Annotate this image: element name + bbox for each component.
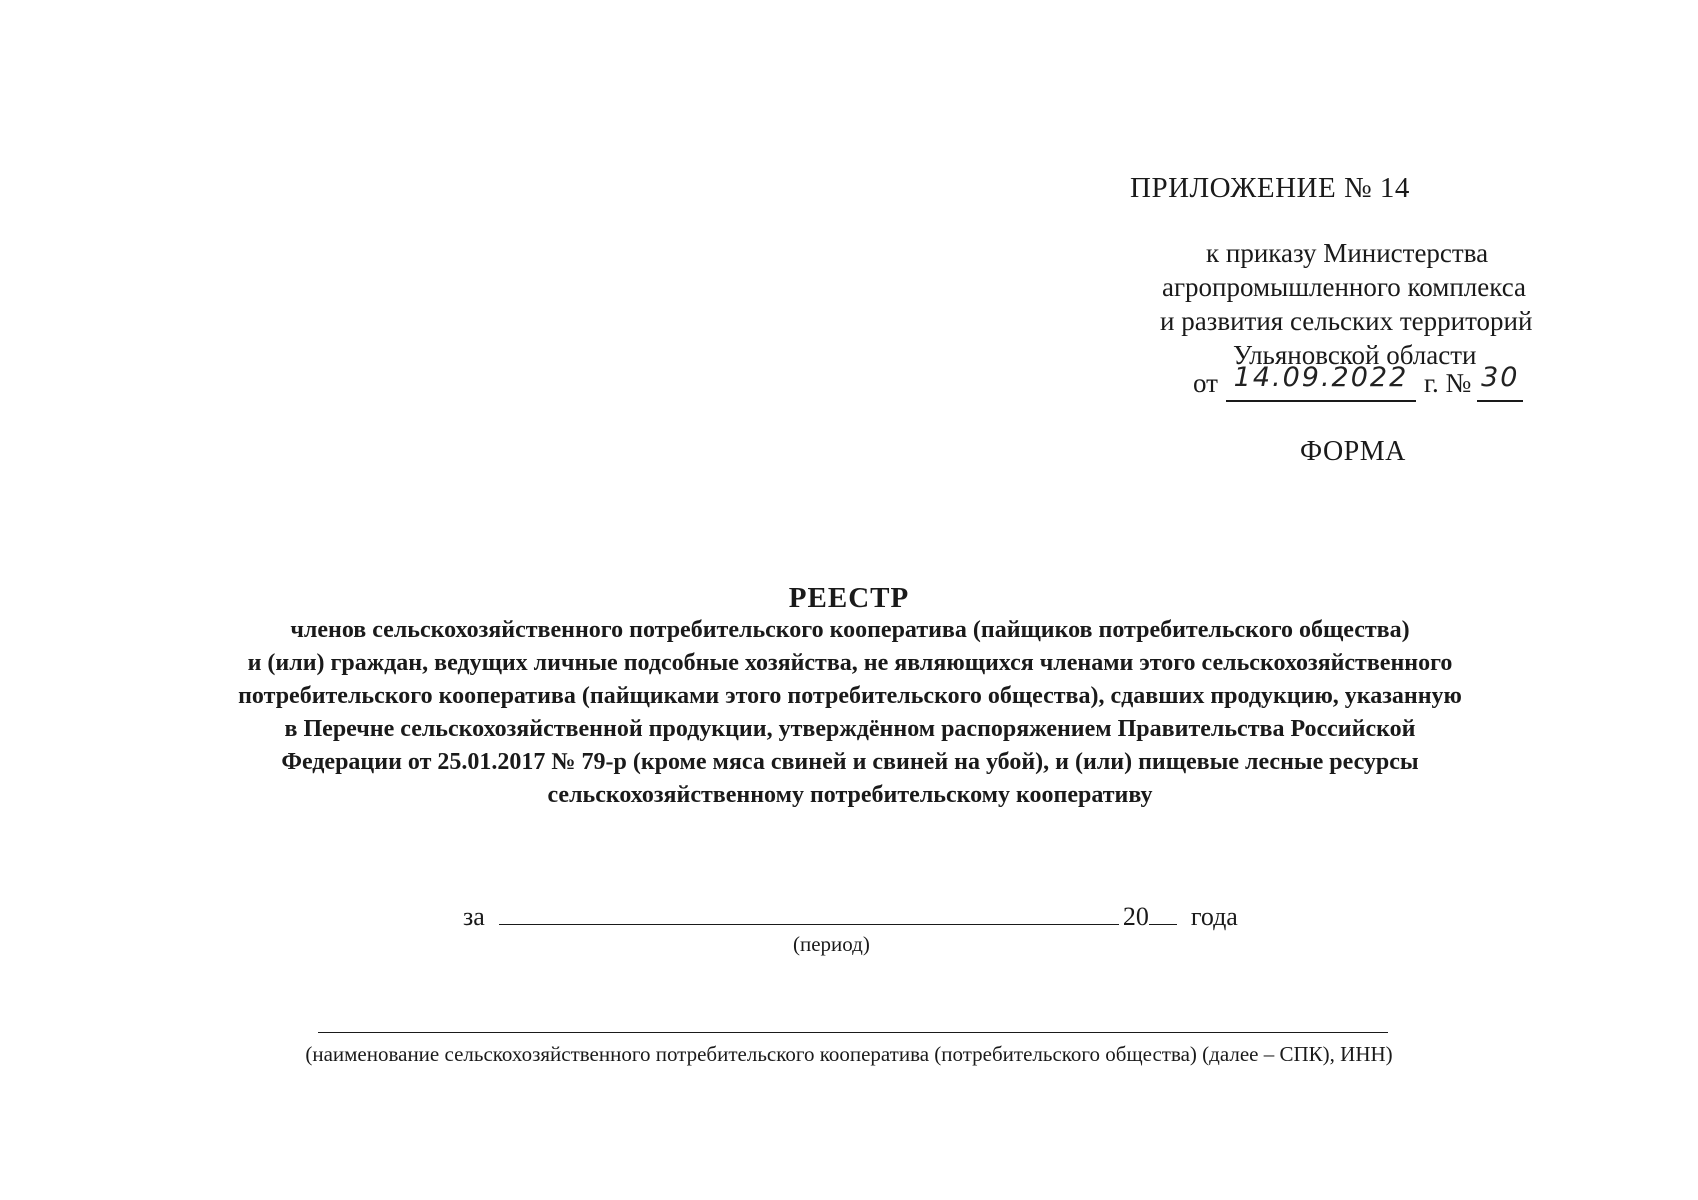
registry-line: в Перечне сельскохозяйственной продукции, утверждённом распоряжением Правительства Российской xyxy=(284,716,1416,742)
period-blank-line xyxy=(499,896,1119,925)
appendix-title: ПРИЛОЖЕНИЕ № 14 xyxy=(1130,172,1410,204)
appendix-line: к приказу Министерства xyxy=(1206,238,1489,268)
appendix-reference xyxy=(1100,236,1620,372)
order-date-number xyxy=(1193,362,1523,404)
registry-title: РЕЕСТР xyxy=(788,582,910,614)
order-prefix: от xyxy=(1193,368,1218,398)
registry-line: потребительского кооператива (пайщиками этого потребительского общества), сдавших продукцию, указанную xyxy=(238,683,1462,709)
appendix-line: агропромышленного комплекса xyxy=(1162,272,1526,302)
registry-line: и (или) граждан, ведущих личные подсобные хозяйства, не являющихся членами этого сельскохозяйственного xyxy=(247,650,1453,676)
handwritten-number: 30 xyxy=(1481,362,1520,393)
handwritten-date: 14.09.2022 xyxy=(1233,362,1409,393)
period-suffix: года xyxy=(1190,902,1238,931)
appendix-line: и развития сельских территорий xyxy=(1160,306,1533,336)
registry-description xyxy=(120,614,1580,812)
registry-line: членов сельскохозяйственного потребительского кооператива (пайщиков потребительского общества) xyxy=(290,617,1410,643)
year-blank-line xyxy=(1149,896,1177,925)
order-date-field xyxy=(1226,362,1416,402)
order-number-label: г. № xyxy=(1423,368,1472,398)
cooperative-name-line xyxy=(318,1032,1388,1033)
cooperative-caption: (наименование сельскохозяйственного потребительского кооператива (потребительского общества) (далее – СПК), ИНН) xyxy=(305,1042,1393,1066)
appendix-line: Ульяновской области xyxy=(1233,340,1477,370)
period-caption: (период) xyxy=(793,932,870,956)
period-prefix: за xyxy=(463,902,485,931)
order-number-field xyxy=(1477,362,1523,402)
registry-line: сельскохозяйственному потребительскому кооперативу xyxy=(547,782,1153,808)
registry-line: Федерации от 25.01.2017 № 79-р (кроме мяса свиней и свиней на убой), и (или) пищевые лесные ресурсы xyxy=(281,749,1419,775)
form-label: ФОРМА xyxy=(1300,436,1406,467)
period-row xyxy=(463,896,1238,932)
year-prefix: 20 xyxy=(1122,902,1149,931)
